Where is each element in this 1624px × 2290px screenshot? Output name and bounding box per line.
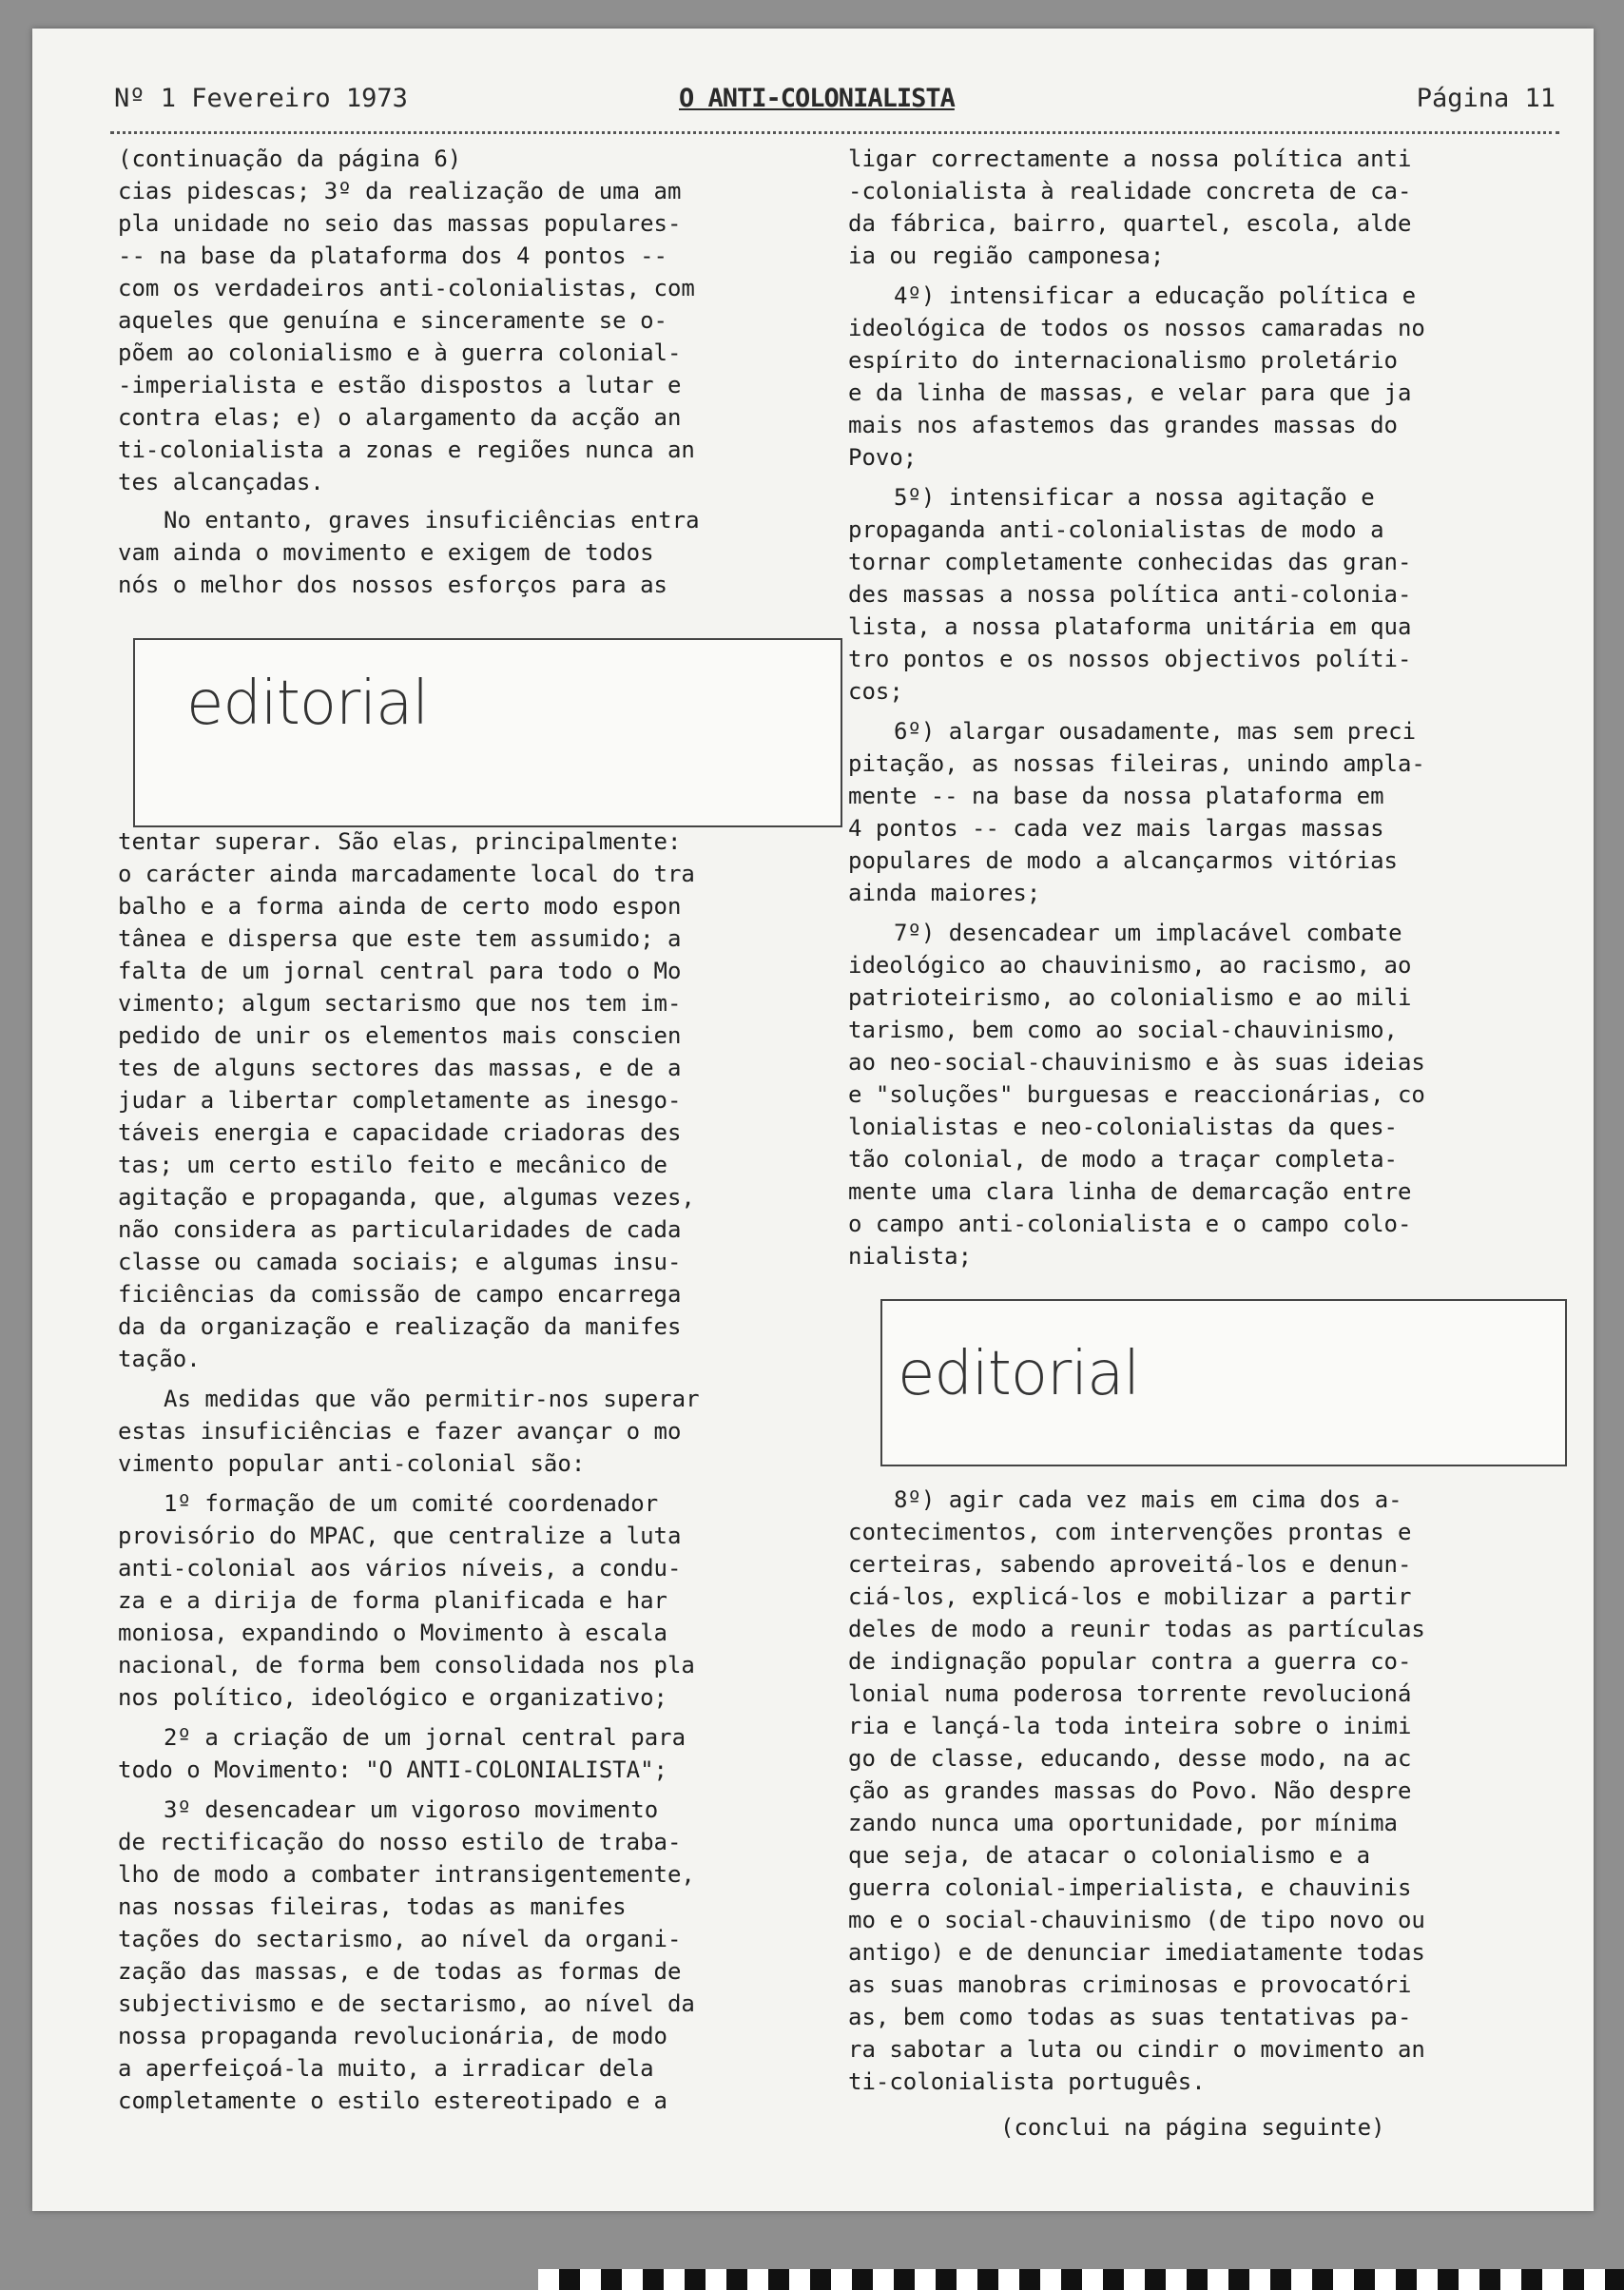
text-line: tas; um certo estilo feito e mecânico de (118, 1152, 667, 1178)
left-paragraph-1 (118, 175, 841, 498)
text-line: todo o Movimento: "O ANTI-COLONIALISTA"; (118, 1756, 667, 1783)
text-line: moniosa, expandindo o Movimento à escala (118, 1620, 667, 1646)
text-line: lonial numa poderosa torrente revolucioná (848, 1680, 1412, 1707)
text-line: tarismo, bem como ao social-chauvinismo, (848, 1017, 1398, 1043)
text-line: ideológica de todos os nossos camaradas no (848, 315, 1425, 341)
text-line: a aperfeiçoá-la muito, a irradicar dela (118, 2055, 654, 2082)
text-line: ainda maiores; (848, 880, 1041, 906)
text-line: vimento popular anti-colonial são: (118, 1450, 586, 1477)
text-line: zando nunca uma oportunidade, por mínima (848, 1810, 1398, 1836)
editorial-label: editorial (186, 669, 429, 739)
left-paragraph-6 (118, 1721, 841, 1786)
text-line: 4 pontos -- cada vez mais largas massas (848, 815, 1384, 842)
text-line: agitação e propaganda, que, algumas vezes, (118, 1184, 695, 1211)
text-line: cias pidescas; 3º da realização de uma am (118, 178, 682, 204)
right-paragraph-1 (848, 143, 1599, 272)
text-line: falta de um jornal central para todo o Mo (118, 958, 682, 984)
text-line: patrioteirismo, ao colonialismo e ao mili (848, 984, 1412, 1011)
text-line: mais nos afastemos das grandes massas do (848, 412, 1398, 438)
text-line: as suas manobras criminosas e provocatóri (848, 1971, 1412, 1998)
text-line: As medidas que vão permitir-nos superar (164, 1386, 700, 1412)
text-line: tações do sectarismo, ao nível da organi- (118, 1926, 682, 1952)
text-line: pla unidade no seio das massas populares- (118, 210, 682, 237)
text-line: contra elas; e) o alargamento da acção an (118, 404, 682, 431)
left-paragraph-3 (118, 825, 841, 1375)
text-line: aqueles que genuína e sinceramente se o- (118, 307, 667, 334)
text-line: anti-colonial aos vários níveis, a condu- (118, 1555, 682, 1582)
text-line: nas nossas fileiras, todas as manifes (118, 1893, 627, 1920)
text-line: ti-colonialista português. (848, 2068, 1206, 2095)
text-line: 1º formação de um comité coordenador (164, 1490, 659, 1517)
text-line: tro pontos e os nossos objectivos políti- (848, 646, 1412, 672)
text-line: zação das massas, e de todas as formas de (118, 1958, 682, 1985)
right-paragraph-2 (848, 280, 1599, 474)
text-line: -colonialista à realidade concreta de ca- (848, 178, 1412, 204)
right-column-top (848, 143, 1599, 1272)
text-line: ia ou região camponesa; (848, 243, 1165, 269)
page-number: Página 11 (1416, 84, 1556, 113)
text-line: tes de alguns sectores das massas, e de a (118, 1055, 682, 1081)
text-line: nós o melhor dos nossos esforços para as (118, 572, 667, 598)
text-line: ao neo-social-chauvinismo e às suas ideias (848, 1049, 1425, 1076)
text-line: 3º desencadear um vigoroso movimento (164, 1796, 659, 1823)
right-paragraph-5 (848, 917, 1599, 1272)
text-line: vimento; algum sectarismo que nos tem im- (118, 990, 682, 1017)
left-paragraph-7 (118, 1794, 841, 2117)
text-line: 2º a criação de um jornal central para (164, 1724, 686, 1751)
text-line: pedido de unir os elementos mais conscien (118, 1022, 682, 1049)
left-paragraph-2 (118, 504, 841, 601)
text-line: No entanto, graves insuficiências entra (164, 507, 700, 534)
text-line: 8º) agir cada vez mais em cima dos a- (894, 1486, 1402, 1513)
text-line: lonialistas e neo-colonialistas da ques- (848, 1114, 1398, 1140)
text-line: 4º) intensificar a educação política e (894, 282, 1417, 309)
text-line: za e a dirija de forma planificada e har (118, 1587, 667, 1614)
text-line: cos; (848, 678, 903, 705)
text-line: o carácter ainda marcadamente local do tra (118, 861, 695, 887)
right-paragraph-3 (848, 481, 1599, 708)
text-line: populares de modo a alcançarmos vitórias (848, 847, 1398, 874)
document-page (32, 29, 1594, 2211)
text-line: ligar correctamente a nossa política anti (848, 146, 1412, 172)
text-line: ra sabotar a luta ou cindir o movimento an (848, 2036, 1425, 2063)
text-line: que seja, de atacar o colonialismo e a (848, 1842, 1371, 1869)
text-line: de indignação popular contra a guerra co- (848, 1648, 1412, 1675)
text-line: ti-colonialista a zonas e regiões nunca an (118, 437, 695, 463)
text-line: -- na base da plataforma dos 4 pontos -- (118, 243, 667, 269)
text-line: da da organização e realização da manifes (118, 1313, 682, 1340)
editorial-box-right (880, 1299, 1567, 1466)
scale-ruler (538, 2269, 1624, 2290)
text-line: espírito do internacionalismo proletário (848, 347, 1398, 374)
text-line: lista, a nossa plataforma unitária em qua (848, 613, 1412, 640)
text-line: tornar completamente conhecidas das gran- (848, 549, 1412, 575)
text-line: pitação, as nossas fileiras, unindo ampla- (848, 750, 1425, 777)
text-line: ção as grandes massas do Povo. Não despre (848, 1777, 1412, 1804)
issue-date: Nº 1 Fevereiro 1973 (114, 84, 408, 113)
text-line: guerra colonial-imperialista, e chauvinis (848, 1874, 1412, 1901)
text-line: tentar superar. São elas, principalmente: (118, 828, 682, 855)
text-line: propaganda anti-colonialistas de modo a (848, 516, 1384, 543)
text-line: táveis energia e capacidade criadoras des (118, 1119, 682, 1146)
text-line: de rectificação do nosso estilo de traba- (118, 1829, 682, 1855)
text-line: ficiências da comissão de campo encarrega (118, 1281, 682, 1308)
text-line: estas insuficiências e fazer avançar o mo (118, 1418, 682, 1445)
text-line: completamente o estilo estereotipado e a (118, 2087, 667, 2114)
text-line: as, bem como todas as suas tentativas pa- (848, 2004, 1412, 2030)
text-line: ciá-los, explicá-los e mobilizar a partir (848, 1583, 1412, 1610)
right-paragraph-4 (848, 715, 1599, 909)
left-paragraph-4 (118, 1383, 841, 1480)
text-line: balho e a forma ainda de certo modo espon (118, 893, 682, 920)
continued-note: (conclui na página seguinte) (1000, 2114, 1385, 2141)
text-line: 6º) alargar ousadamente, mas sem preci (894, 718, 1417, 745)
text-line: nos político, ideológico e organizativo; (118, 1684, 667, 1711)
text-line: antigo) e de denunciar imediatamente todas (848, 1939, 1425, 1966)
text-line: da fábrica, bairro, quartel, escola, alde (848, 210, 1412, 237)
text-line: e da linha de massas, e velar para que ja (848, 379, 1412, 406)
text-line: certeiras, sabendo aproveitá-los e denun- (848, 1551, 1412, 1578)
editorial-box-left (133, 638, 842, 827)
text-line: 5º) intensificar a nossa agitação e (894, 484, 1375, 511)
publication-title: O ANTI-COLONIALISTA (679, 84, 955, 113)
text-line: -imperialista e estão dispostos a lutar e (118, 372, 682, 398)
left-column-top (118, 143, 841, 601)
text-line: provisório do MPAC, que centralize a luta (118, 1523, 682, 1549)
text-line: contecimentos, com intervenções prontas e (848, 1519, 1412, 1545)
editorial-label: editorial (898, 1339, 1140, 1409)
text-line: tão colonial, de modo a traçar completa- (848, 1146, 1398, 1173)
text-line: ideológico ao chauvinismo, ao racismo, ao (848, 952, 1412, 979)
header-rule (110, 122, 1559, 134)
text-line: nacional, de forma bem consolidada nos pla (118, 1652, 695, 1679)
text-line: lho de modo a combater intransigentemente, (118, 1861, 695, 1888)
text-line: mente -- na base da nossa plataforma em (848, 783, 1384, 809)
left-column-bottom (118, 825, 841, 2117)
right-column-bottom (848, 1484, 1599, 2144)
text-line: nossa propaganda revolucionária, de modo (118, 2023, 667, 2049)
text-line: tação. (118, 1346, 201, 1372)
text-line: ria e lançá-la toda inteira sobre o inimi (848, 1713, 1412, 1739)
left-paragraph-5 (118, 1487, 841, 1714)
text-line: põem ao colonialismo e à guerra colonial- (118, 340, 682, 366)
text-line: des massas a nossa política anti-colonia- (848, 581, 1412, 608)
text-line: tes alcançadas. (118, 469, 324, 495)
text-line: mente uma clara linha de demarcação entre (848, 1178, 1412, 1205)
text-line: judar a libertar completamente as inesgo- (118, 1087, 682, 1114)
text-line: subjectivismo e de sectarismo, ao nível da (118, 1990, 695, 2017)
text-line: classe ou camada sociais; e algumas insu- (118, 1249, 682, 1275)
text-line: go de classe, educando, desse modo, na ac (848, 1745, 1412, 1772)
text-line: com os verdadeiros anti-colonialistas, com (118, 275, 695, 301)
text-line: Povo; (848, 444, 918, 471)
text-line: deles de modo a reunir todas as partículas (848, 1616, 1425, 1642)
text-line: e "soluções" burguesas e reaccionárias, co (848, 1081, 1425, 1108)
text-line: 7º) desencadear um implacável combate (894, 920, 1402, 946)
text-line: nialista; (848, 1243, 973, 1270)
text-line: não considera as particularidades de cada (118, 1216, 682, 1243)
text-line: vam ainda o movimento e exigem de todos (118, 539, 654, 566)
right-paragraph-6 (848, 1484, 1599, 2098)
text-line: mo e o social-chauvinismo (de tipo novo ou (848, 1907, 1425, 1933)
text-line: o campo anti-colonialista e o campo colo- (848, 1211, 1412, 1237)
text-line: tânea e dispersa que este tem assumido; a (118, 925, 682, 952)
continuation-note: (continuação da página 6) (118, 146, 462, 172)
